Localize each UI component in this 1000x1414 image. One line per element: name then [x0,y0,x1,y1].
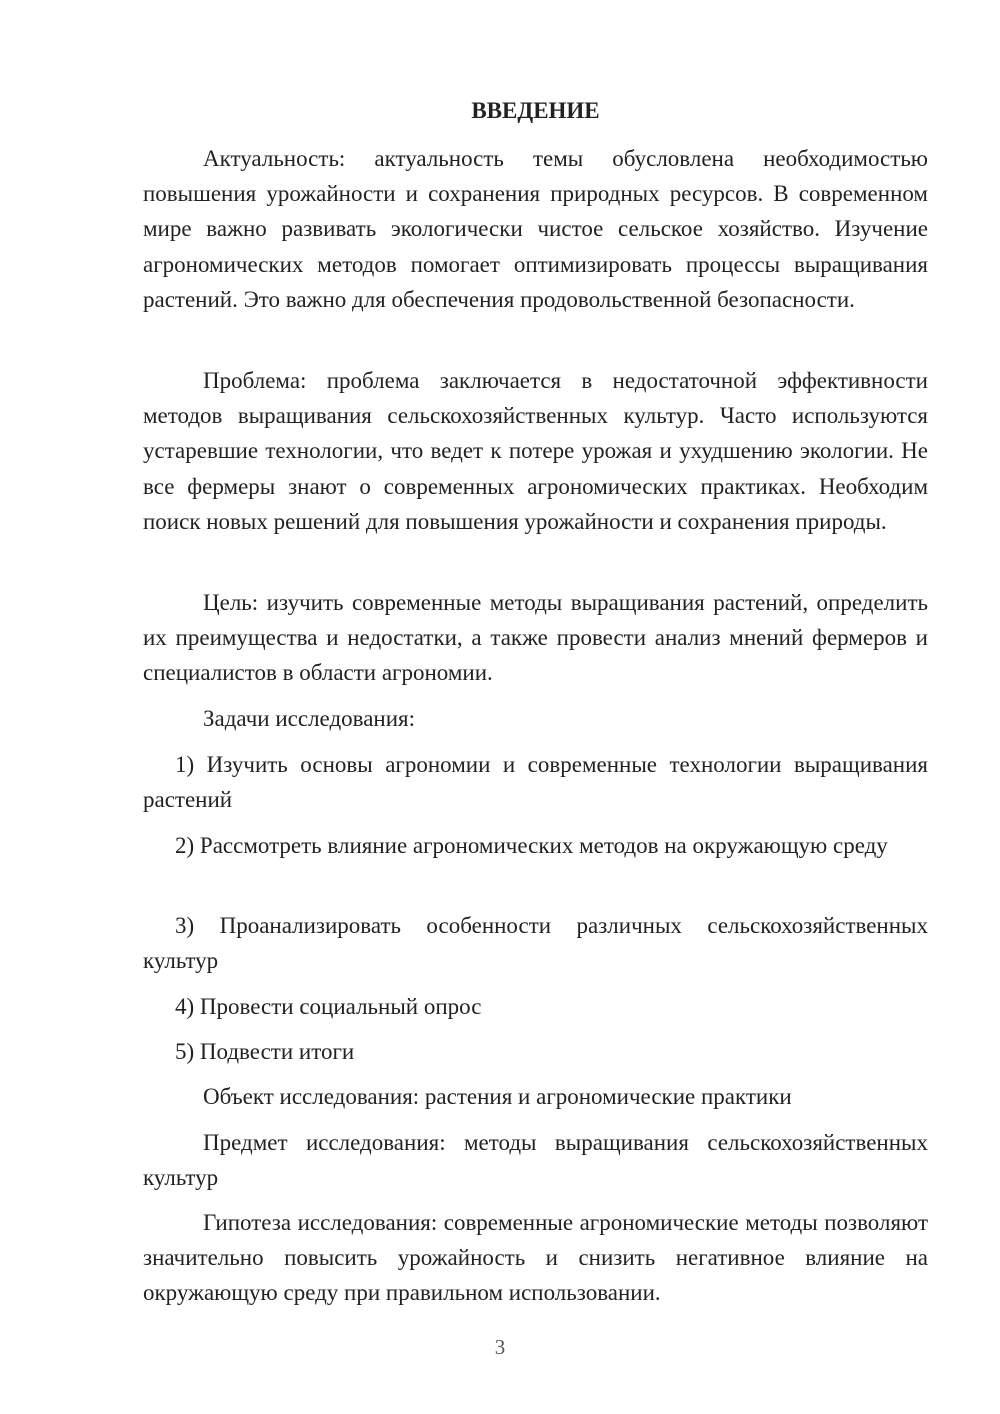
paragraph-hypothesis: Гипотеза исследования: современные агрономические методы позволяют значительно повысить урожайность и снизить негативное влияние на окружающую среду при правильном использовании. [143,1210,928,1306]
task-item-5: 5) Подвести итоги [175,1039,355,1064]
paragraph-subject: Предмет исследования: методы выращивания сельскохозяйственных культур [143,1130,928,1191]
page-number: 3 [494,1335,506,1359]
paragraph-relevance: Актуальность: актуальность темы обусловлена необходимостью повышения урожайности и сохранения природных ресурсов. В современном мире важно развивать экологически чистое сельское хозяйство. Изучение агрономических методов помогает оптимизировать процессы выращивания растений. Это важно для обеспечения продовольственной безопасности. [143,146,928,312]
page-title: ВВЕДЕНИЕ [471,98,600,123]
paragraph-goal: Цель: изучить современные методы выращивания растений, определить их преимущества и недостатки, а также провести анализ мнений фермеров и специалистов в области агрономии. [143,590,928,686]
task-item-3: 3) Проанализировать особенности различных сельскохозяйственных культур [143,913,928,974]
paragraph-tasks-heading: Задачи исследования: [203,706,416,731]
task-item-2: 2) Рассмотреть влияние агрономических методов на окружающую среду [175,833,888,858]
paragraph-problem: Проблема: проблема заключается в недостаточной эффективности методов выращивания сельскохозяйственных культур. Часто используются устаревшие технологии, что ведет к потере урожая и ухудшению экологии. Не все фермеры знают о современных агрономических практиках. Необходим поиск новых решений для повышения урожайности и сохранения природы. [143,368,928,534]
task-item-4: 4) Провести социальный опрос [175,994,482,1019]
paragraph-object: Объект исследования: растения и агрономические практики [203,1084,792,1109]
task-item-1: 1) Изучить основы агрономии и современные технологии выращивания растений [143,752,928,813]
